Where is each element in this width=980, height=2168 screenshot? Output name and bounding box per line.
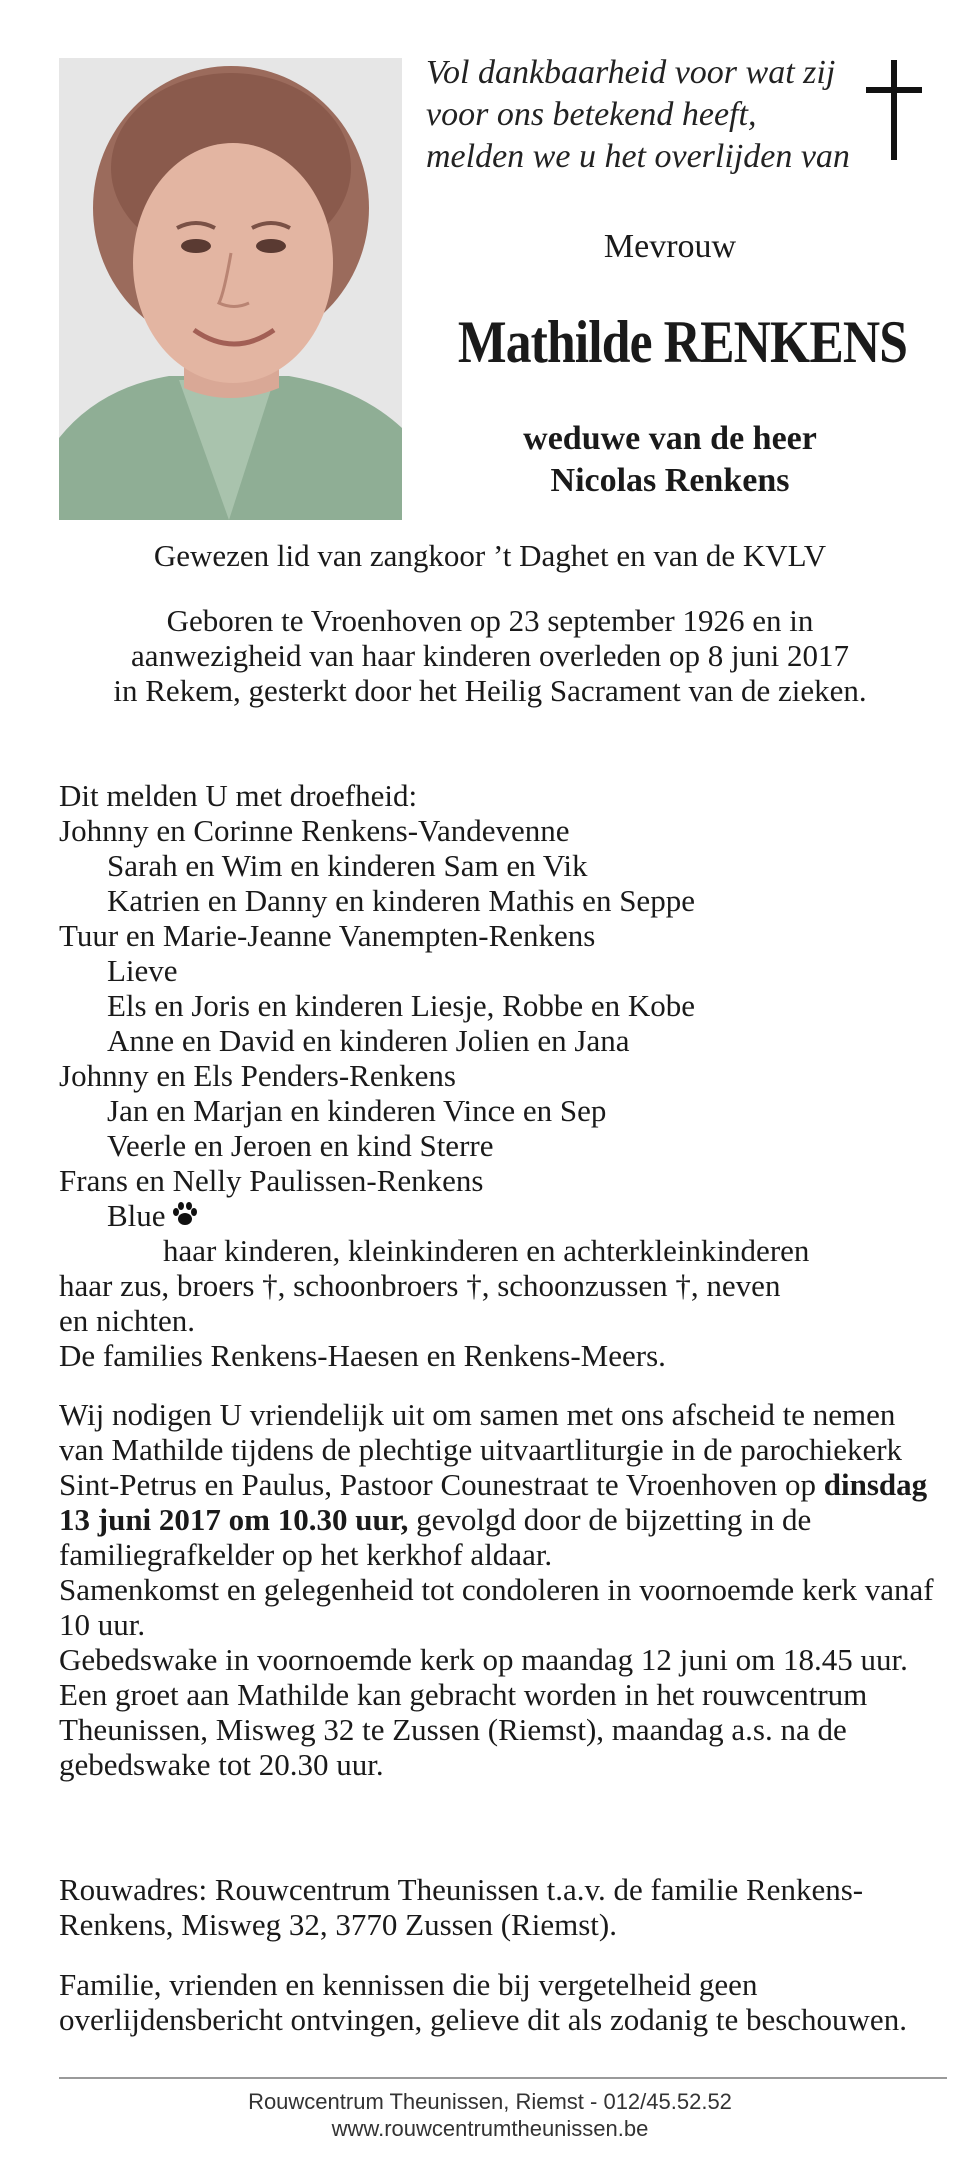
family-line: Veerle en Jeroen en kind Sterre xyxy=(107,1128,494,1163)
footer-divider xyxy=(59,2077,947,2079)
deceased-name: Mathilde RENKENS xyxy=(457,309,908,375)
family-line: Tuur en Marie-Jeanne Vanempten-Renkens xyxy=(59,918,596,953)
family-line: Katrien en Danny en kinderen Mathis en Seppe xyxy=(107,883,695,918)
cross-mark: † xyxy=(675,1268,691,1303)
family-line: Johnny en Els Penders-Renkens xyxy=(59,1058,456,1093)
siblings-part: , schoonbroers xyxy=(277,1268,459,1303)
pet-name: Blue xyxy=(107,1198,166,1233)
gathering-text: Samenkomst en gelegenheid tot condoleren in voornoemde kerk vanaf 10 uur. xyxy=(59,1572,934,1642)
intro-line: Vol dankbaarheid voor wat zij xyxy=(426,54,836,91)
paw-icon xyxy=(170,1199,200,1229)
family-intro: Dit melden U met droefheid: xyxy=(59,778,418,813)
family-line: Els en Joris en kinderen Liesje, Robbe en Kobe xyxy=(107,988,695,1023)
families-line: De families Renkens-Haesen en Renkens-Meers. xyxy=(59,1338,666,1373)
birth-line: aanwezigheid van haar kinderen overleden op 8 juni 2017 xyxy=(131,638,849,673)
family-line: Lieve xyxy=(107,953,178,988)
greeting-text: Een groet aan Mathilde kan gebracht worden in het rouwcentrum Theunissen, Misweg 32 te Zussen (Riemst), maandag a.s. na de gebedswake tot 20.30 uur. xyxy=(59,1677,868,1782)
family-line: Anne en David en kinderen Jolien en Jana xyxy=(107,1023,630,1058)
family-line: Frans en Nelly Paulissen-Renkens xyxy=(59,1163,484,1198)
ceremony-paragraph xyxy=(59,1397,939,1572)
pet-line xyxy=(59,1198,939,1233)
siblings-line xyxy=(59,1268,939,1303)
cross-mark: † xyxy=(262,1268,278,1303)
siblings-line-end: en nichten. xyxy=(59,1303,196,1338)
membership-text: Gewezen lid van zangkoor ’t Daghet en van de KVLV xyxy=(153,538,827,573)
footer-link[interactable]: www.rouwcentrumtheunissen.be xyxy=(331,2116,649,2141)
intro-text xyxy=(426,52,856,178)
mourning-address: Rouwadres: Rouwcentrum Theunissen t.a.v. de familie Renkens-Renkens, Misweg 32, 3770 Zussen (Riemst). xyxy=(59,1872,864,1942)
latin-cross-icon xyxy=(866,60,922,160)
family-line: Jan en Marjan en kinderen Vince en Sep xyxy=(107,1093,607,1128)
final-note: Familie, vrienden en kennissen die bij vergetelheid geen overlijdensbericht ontvingen, gelieve dit als zodanig te beschouwen. xyxy=(59,1967,907,2037)
birth-line: in Rekem, gesterkt door het Heilig Sacrament van de zieken. xyxy=(113,673,867,708)
vigil-text: Gebedswake in voornoemde kerk op maandag 12 juni om 18.45 uur. xyxy=(59,1642,908,1677)
portrait-illustration xyxy=(59,58,402,520)
spouse-line: weduwe van de heer xyxy=(523,420,817,457)
family-list xyxy=(59,778,939,1373)
siblings-part: , neven xyxy=(690,1268,781,1303)
birth-death-text xyxy=(40,603,940,708)
portrait-photo xyxy=(59,58,402,520)
ceremony-text xyxy=(59,1397,939,1782)
family-summary: haar kinderen, kleinkinderen en achterkleinkinderen xyxy=(163,1233,810,1268)
cross-mark: † xyxy=(466,1268,482,1303)
spouse-text xyxy=(440,418,900,502)
siblings-part: haar zus, broers xyxy=(59,1268,255,1303)
family-line: Johnny en Corinne Renkens-Vandevenne xyxy=(59,813,570,848)
honorific: Mevrouw xyxy=(603,228,737,265)
siblings-part: , schoonzussen xyxy=(481,1268,668,1303)
family-line: Sarah en Wim en kinderen Sam en Vik xyxy=(107,848,588,883)
ceremony-pre: Wij nodigen U vriendelijk uit om samen met ons afscheid te nemen van Mathilde tijdens de plechtige uitvaartliturgie in de parochiekerk Sint-Petrus en Paulus, Pastoor Counestraat te Vroenhoven op xyxy=(59,1397,903,1502)
ceremony-date: dinsdag 13 juni 2017 om 10.30 uur, xyxy=(59,1467,928,1537)
ceremony-post: gevolgd door de bijzetting in de familiegrafkelder op het kerkhof aldaar. xyxy=(59,1502,812,1572)
spouse-line: Nicolas Renkens xyxy=(550,462,790,499)
intro-line: voor ons betekend heeft, xyxy=(426,96,757,133)
intro-line: melden we u het overlijden van xyxy=(426,138,850,175)
footer-line: Rouwcentrum Theunissen, Riemst - 012/45.52.52 xyxy=(248,2089,732,2114)
footer xyxy=(0,2088,980,2142)
birth-line: Geboren te Vroenhoven op 23 september 1926 en in xyxy=(166,603,814,638)
